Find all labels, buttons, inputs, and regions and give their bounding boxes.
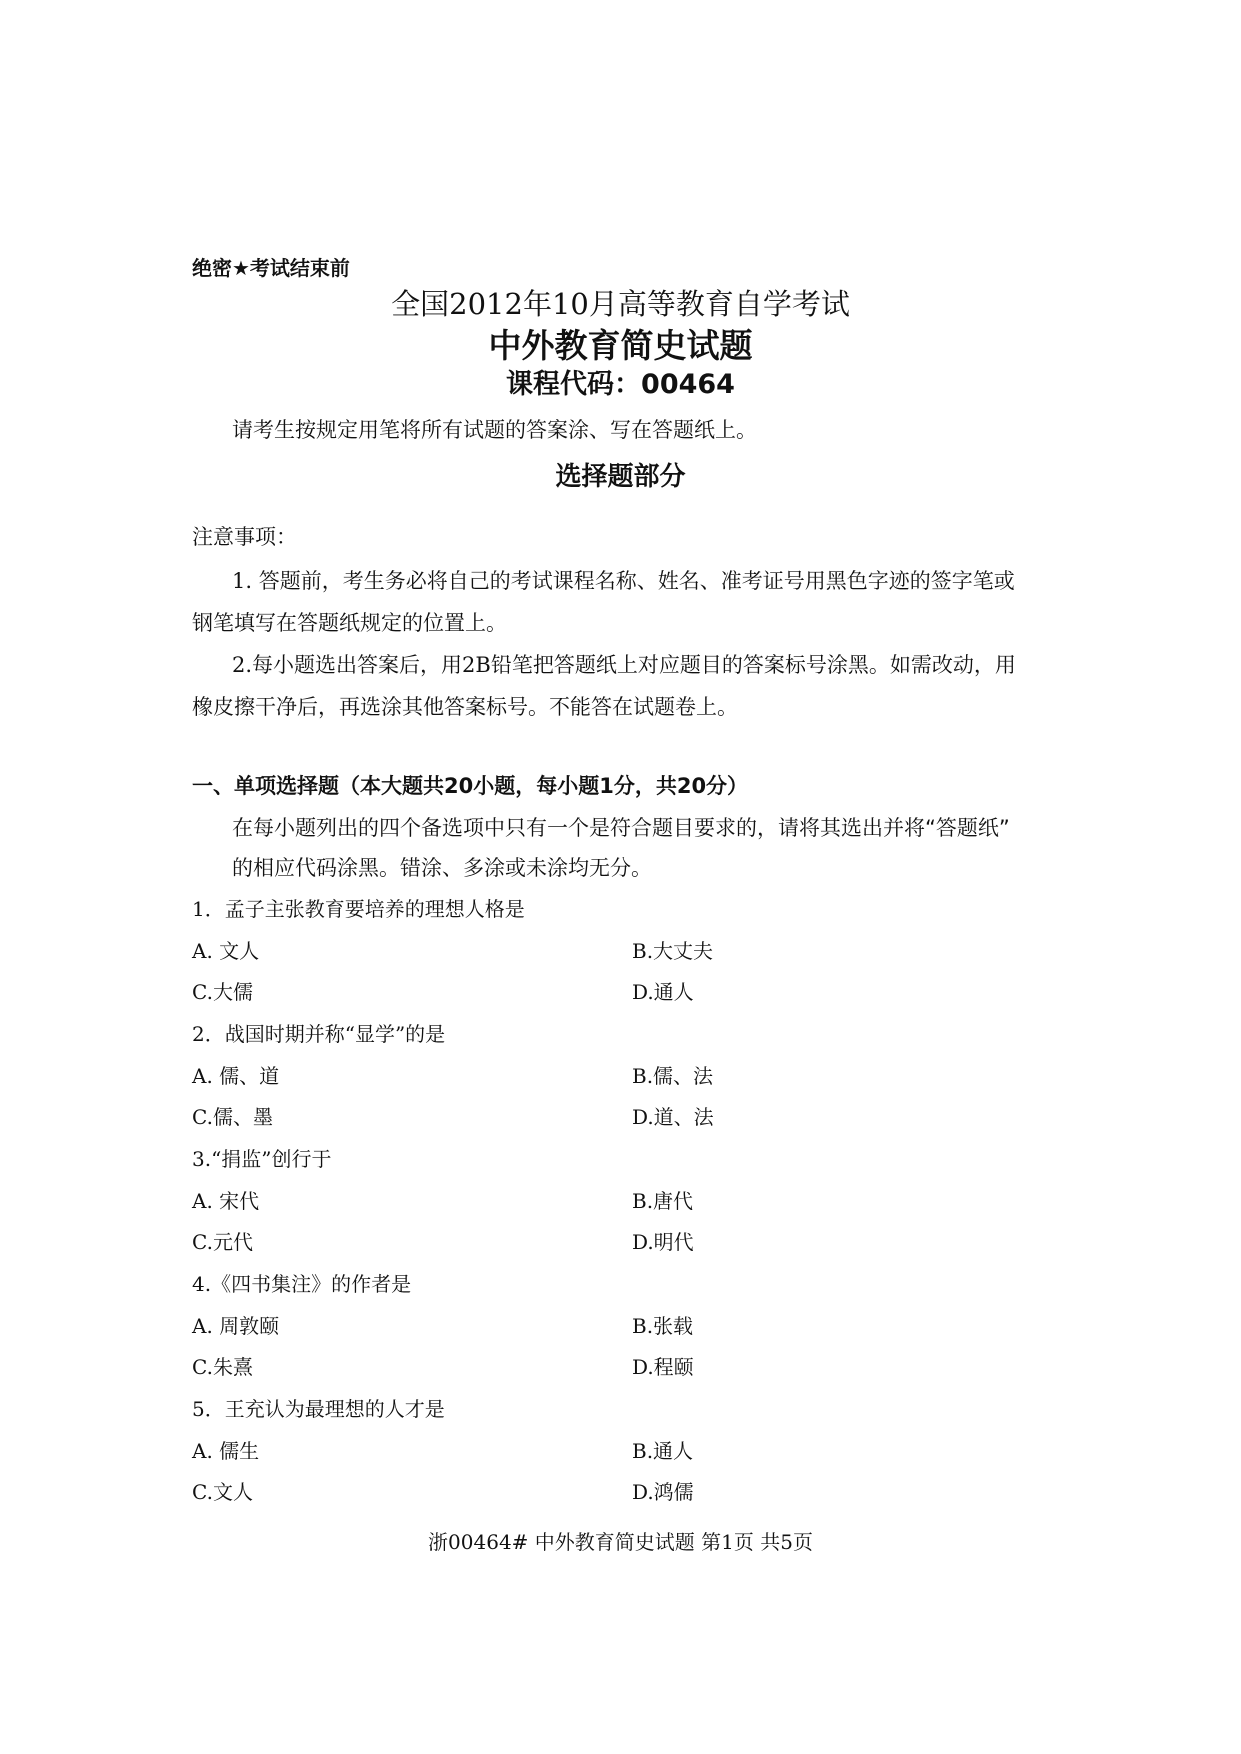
note-line: 钢笔填写在答题纸规定的位置上。 <box>192 611 507 635</box>
option-d: D.道、法 <box>632 1105 714 1129</box>
option-d: D.鸿儒 <box>632 1480 694 1504</box>
option-b: B.大丈夫 <box>632 939 714 963</box>
answer-instruction: 请考生按规定用笔将所有试题的答案涂、写在答题纸上。 <box>232 418 757 442</box>
question-stem: 2．战国时期并称“显学”的是 <box>192 1022 446 1046</box>
option-c: C.儒、墨 <box>192 1105 273 1129</box>
subject-title: 中外教育简史试题 <box>488 326 753 365</box>
exam-title: 全国2012年10月高等教育自学考试 <box>391 287 850 321</box>
notes-heading: 注意事项： <box>192 525 297 549</box>
option-b: B.唐代 <box>632 1189 694 1213</box>
option-c: C.朱熹 <box>192 1355 253 1379</box>
question-stem: 3.“捐监”创行于 <box>192 1147 332 1171</box>
option-d: D.通人 <box>632 980 694 1004</box>
option-b: B.通人 <box>632 1439 694 1463</box>
question-stem: 4.《四书集注》的作者是 <box>192 1272 412 1296</box>
part-description: 的相应代码涂黑。错涂、多涂或未涂均无分。 <box>232 856 652 880</box>
question-stem: 1．孟子主张教育要培养的理想人格是 <box>192 897 525 921</box>
confidential-label: 绝密★考试结束前 <box>192 256 350 280</box>
option-c: C.大儒 <box>192 980 253 1004</box>
option-a: A. 宋代 <box>192 1189 260 1213</box>
question-stem: 5．王充认为最理想的人才是 <box>192 1397 445 1421</box>
option-b: B.儒、法 <box>632 1064 714 1088</box>
section-title: 选择题部分 <box>555 462 686 492</box>
option-a: A. 儒生 <box>192 1439 260 1463</box>
option-c: C.文人 <box>192 1480 253 1504</box>
note-line: 橡皮擦干净后，再选涂其他答案标号。不能答在试题卷上。 <box>192 695 738 719</box>
part-heading: 一、单项选择题（本大题共20小题，每小题1分，共20分） <box>192 774 749 798</box>
option-d: D.程颐 <box>632 1355 694 1379</box>
option-c: C.元代 <box>192 1230 253 1254</box>
option-a: A. 周敦颐 <box>192 1314 280 1338</box>
note-line: 1. 答题前，考生务必将自己的考试课程名称、姓名、准考证号用黑色字迹的签字笔或 <box>232 569 1015 593</box>
option-b: B.张载 <box>632 1314 694 1338</box>
part-description: 在每小题列出的四个备选项中只有一个是符合题目要求的，请将其选出并将“答题纸” <box>232 816 1010 840</box>
option-a: A. 儒、道 <box>192 1064 280 1088</box>
note-line: 2.每小题选出答案后，用2B铅笔把答题纸上对应题目的答案标号涂黑。如需改动，用 <box>232 653 1016 677</box>
page-footer: 浙00464# 中外教育简史试题 第1页 共5页 <box>428 1530 813 1554</box>
option-d: D.明代 <box>632 1230 694 1254</box>
option-a: A. 文人 <box>192 939 260 963</box>
course-code: 课程代码：00464 <box>506 369 735 400</box>
